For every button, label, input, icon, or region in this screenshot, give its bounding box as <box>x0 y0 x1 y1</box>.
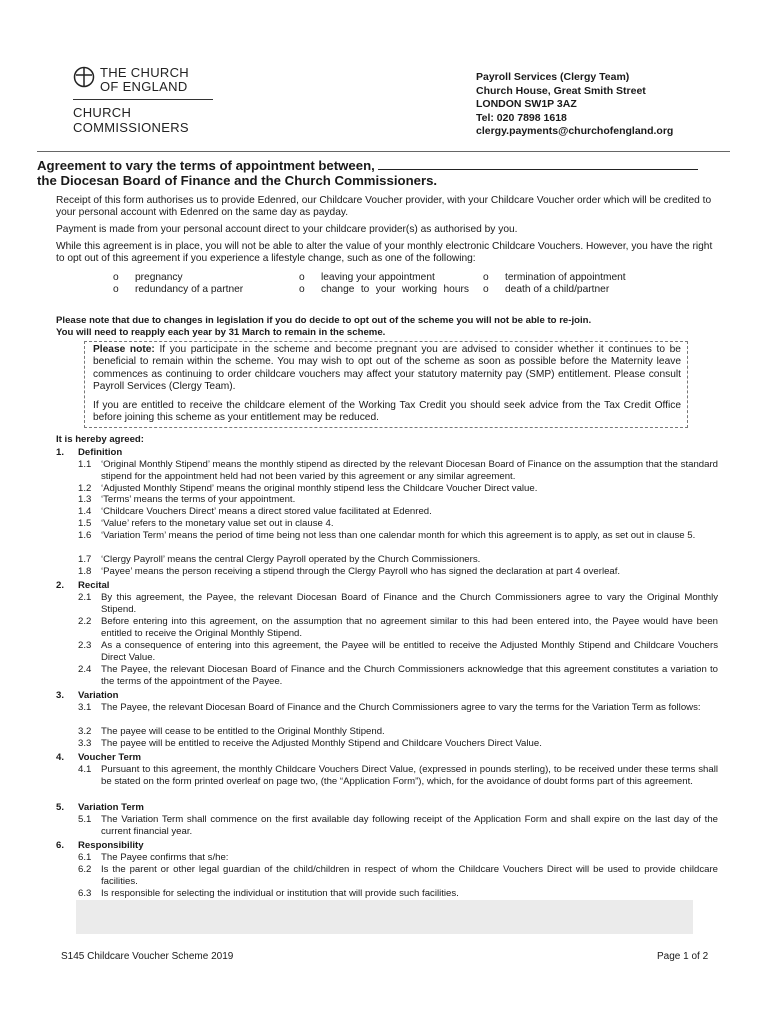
church-commissioners-logo <box>73 64 218 139</box>
bullet: o <box>299 284 305 296</box>
clause-number: 1.4 <box>78 506 92 517</box>
clause-number: 5.1 <box>78 814 92 825</box>
clause-text: ‘Value’ refers to the monetary value set out in clause 4. <box>101 518 334 529</box>
box-paragraph-1: Please note: If you participate in the scheme and become pregnant you are advised to consider whether it continues to be beneficial to remain within the scheme. You may wish to opt out of the scheme as soon as possible before the Maternity leave commences as continuing to order childcare vouchers may affect your statutory maternity pay (SMP) entitlement. Please consult Payroll Services (Clergy Team). <box>93 344 681 393</box>
clause-item <box>78 888 718 900</box>
clause-number: 4.1 <box>78 764 92 775</box>
clause-number: 6.2 <box>78 864 92 875</box>
section-number: 1. <box>56 447 65 458</box>
clause-text: Pursuant to this agreement, the monthly Childcare Vouchers Direct Value, (expressed in pounds sterling), to be received under these terms shall be stated on the form printed overleaf on page two, (the “Application Form”), which, for the avoidance of doubt forms part of this agreement. <box>101 764 718 787</box>
clause-number: 6.3 <box>78 888 92 899</box>
clause-text: By this agreement, the Payee, the relevant Diocesan Board of Finance and the Church Commissioners agree to vary the Original Monthly Stipend. <box>101 592 718 615</box>
clause-text: ‘Original Monthly Stipend’ means the monthly stipend as directed by the relevant Diocesan Board of Finance on the assumption that the standard stipend for the appointment held had not been varied by this agreement or any similar agreement. <box>101 459 718 482</box>
clause-number: 1.5 <box>78 518 92 529</box>
opt-out-notice <box>56 315 736 340</box>
page-title <box>37 158 737 188</box>
clause-text: The Payee, the relevant Diocesan Board of Finance and the Church Commissioners agree to vary the terms for the Variation Term as follows: <box>101 702 701 713</box>
logo-line-2: OF ENGLAND <box>100 79 188 94</box>
clause-text: Is the parent or other legal guardian of the child/children in respect of whom the Childcare Vouchers Direct will be used to provide childcare facilities. <box>101 864 718 887</box>
clause-item <box>78 592 718 615</box>
clause-number: 2.4 <box>78 664 92 675</box>
bullet: o <box>299 272 305 283</box>
logo-line-3: CHURCH <box>73 105 132 120</box>
clause-number: 1.1 <box>78 459 92 470</box>
address-line-4: Tel: 020 7898 1618 <box>476 111 567 124</box>
clause-number: 1.8 <box>78 566 92 577</box>
clause-number: 3.2 <box>78 726 92 737</box>
clause-text: The payee will cease to be entitled to the Original Monthly Stipend. <box>101 726 385 737</box>
clause-text: Before entering into this agreement, on the assumption that no agreement similar to this had been entered into, the Payee would have been entitled to receive the Original Monthly Stipend. <box>101 616 718 639</box>
clause-item <box>78 616 718 639</box>
title-line-2: the Diocesan Board of Finance and the Church Commissioners. <box>37 173 438 188</box>
section-number: 6. <box>56 840 65 851</box>
form-reference: S145 Childcare Voucher Scheme 2019 <box>61 951 234 962</box>
intro-paragraph-2: Payment is made from your personal account direct to your childcare provider(s) as authorised by you. <box>56 224 518 235</box>
clause-text: The Variation Term shall commence on the first available day following receipt of the Application Form and shall expire on the last day of the current financial year. <box>101 814 718 837</box>
clause-text: Is responsible for selecting the individual or institution that will provide such facilities. <box>101 888 459 899</box>
please-note-box <box>84 341 688 428</box>
clause-number: 6.1 <box>78 852 92 863</box>
clause-item <box>78 506 718 518</box>
section-heading: Responsibility <box>78 840 144 851</box>
address-line-1: Payroll Services (Clergy Team) <box>476 71 630 83</box>
logo-line-4: COMMISSIONERS <box>73 120 189 135</box>
notice-line-1: Please note that due to changes in legislation if you do decide to opt out of the scheme you will not be able to re-join. <box>56 315 592 326</box>
list-item: o redundancy of a partner <box>113 284 244 296</box>
clause-text: ‘Payee’ means the person receiving a stipend through the Clergy Payroll who has signed the declaration at part 4 overleaf. <box>101 566 621 577</box>
clause-item <box>78 764 718 787</box>
title-line-1: Agreement to vary the terms of appointment between, <box>37 158 375 173</box>
section-heading: Recital <box>78 580 110 591</box>
clause-item <box>78 566 718 578</box>
intro-paragraph-1: Receipt of this form authorises us to provide Edenred, our Childcare Voucher provider, with your Childcare Voucher order which will be credited to your personal account with Edenred on the same day as payday. <box>56 195 712 219</box>
diocese-name-blank[interactable] <box>378 158 698 170</box>
clause-text: The payee will be entitled to receive the Adjusted Monthly Stipend and Childcare Vouchers Direct Value. <box>101 738 542 749</box>
section-heading: Variation <box>78 690 119 701</box>
page-number: Page 1 of 2 <box>657 951 709 962</box>
clause-item <box>78 702 718 714</box>
list-item: o pregnancy <box>113 272 183 283</box>
clause-number: 2.2 <box>78 616 92 627</box>
clause-number: 2.3 <box>78 640 92 651</box>
clause-number: 3.3 <box>78 738 92 749</box>
box-paragraph-2: If you are entitled to receive the childcare element of the Working Tax Credit you should seek advice from the Tax Credit Office before joining this scheme as your entitlement may be reduced. <box>93 400 681 424</box>
bullet: o <box>483 272 489 283</box>
intro-paragraph-3: While this agreement is in place, you will not be able to alter the value of your monthly electronic Childcare Vouchers. However, you have the right to opt out of this agreement if you experience a lifestyle change, such as one of the following: <box>56 241 713 265</box>
clause-text: The Payee confirms that s/he: <box>101 852 229 863</box>
section-heading: Voucher Term <box>78 752 142 763</box>
clause-text: ‘Clergy Payroll’ means the central Clergy Payroll operated by the Church Commissioners. <box>101 554 481 565</box>
section-number: 5. <box>56 802 65 813</box>
clause-number: 1.6 <box>78 530 92 541</box>
clause-text: ‘Childcare Vouchers Direct’ means a direct stored value facilitated at Edenred. <box>101 506 432 517</box>
box-label: Please note: <box>93 344 155 355</box>
clause-item <box>78 530 718 542</box>
address-line-2: Church House, Great Smith Street <box>476 84 646 97</box>
signature-shaded-area <box>76 900 693 934</box>
list-item: o leaving your appointment <box>299 272 435 283</box>
clause-item <box>78 494 718 506</box>
payroll-address <box>476 71 673 139</box>
bullet: o <box>113 284 119 296</box>
logo-line-1: THE CHURCH <box>100 65 189 80</box>
clause-item <box>78 726 718 738</box>
list-item: o termination of appointment <box>483 272 626 283</box>
section-number: 3. <box>56 690 65 701</box>
clause-number: 1.2 <box>78 483 92 494</box>
section-heading: Variation Term <box>78 802 144 813</box>
clause-item <box>78 640 718 663</box>
clause-item <box>78 738 718 750</box>
section-number: 4. <box>56 752 65 763</box>
clause-text: ‘Variation Term’ means the period of time being not less than one calendar month for which this agreement is to apply, as set out in clause 5. <box>101 530 696 541</box>
clause-text: ‘Adjusted Monthly Stipend’ means the original monthly stipend less the Childcare Voucher Direct value. <box>101 483 538 494</box>
clause-item <box>78 554 718 566</box>
header-divider <box>37 151 730 152</box>
clause-item <box>78 864 718 887</box>
address-email: clergy.payments@churchofengland.org <box>476 125 674 138</box>
clause-number: 1.7 <box>78 554 92 565</box>
clause-number: 3.1 <box>78 702 92 713</box>
clause-number: 2.1 <box>78 592 92 603</box>
clause-item <box>78 852 718 864</box>
clause-text: ‘Terms’ means the terms of your appointment. <box>101 494 296 505</box>
list-item: o change to your working hours <box>299 284 469 296</box>
list-item: o death of a child/partner <box>483 284 610 296</box>
cross-emblem-icon <box>73 66 95 88</box>
clause-item <box>78 518 718 530</box>
section-number: 2. <box>56 580 65 591</box>
clause-text: The Payee, the relevant Diocesan Board of Finance and the Church Commissioners acknowledge that this agreement constitutes a variation to the terms of the appointment of the Payee. <box>101 664 718 687</box>
bullet: o <box>483 284 489 296</box>
notice-line-2: You will need to reapply each year by 31 March to remain in the scheme. <box>56 327 386 339</box>
clause-item <box>78 814 718 837</box>
section-heading: Definition <box>78 447 123 458</box>
agreed-heading: It is hereby agreed: <box>56 434 144 445</box>
clause-item <box>78 664 718 687</box>
clause-number: 1.3 <box>78 494 92 505</box>
clause-text: As a consequence of entering into this agreement, the Payee will be entitled to receive the Adjusted Monthly Stipend and Childcare Vouchers Direct Value. <box>101 640 718 663</box>
address-line-3: LONDON SW1P 3AZ <box>476 98 577 111</box>
clause-item <box>78 459 718 482</box>
bullet: o <box>113 272 119 283</box>
logo-divider <box>73 99 213 100</box>
clause-item <box>78 483 718 495</box>
